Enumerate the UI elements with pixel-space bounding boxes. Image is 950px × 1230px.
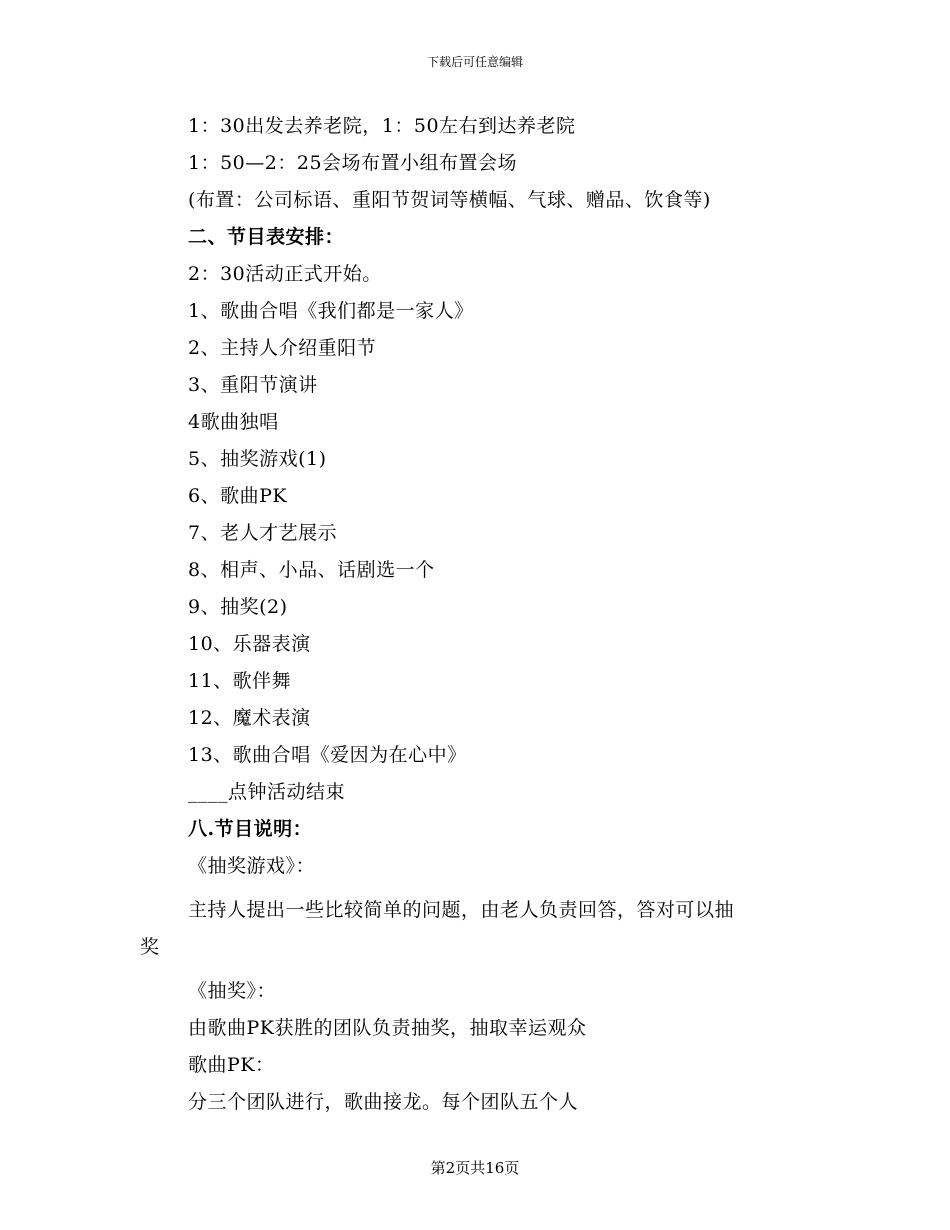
page-header: 下载后可任意编辑 xyxy=(426,55,523,69)
program-item: 9、抽奖(2) xyxy=(188,596,288,618)
page-footer: 第2页共16页 xyxy=(430,1159,520,1177)
subsection-title: 歌曲PK： xyxy=(188,1054,275,1076)
section-heading: 八.节目说明： xyxy=(188,818,313,840)
program-item: 12、魔术表演 xyxy=(188,707,311,729)
paragraph-line: 奖 xyxy=(140,936,160,958)
subsection-title: 《抽奖游戏》： xyxy=(188,855,316,877)
subsection-title: 《抽奖》： xyxy=(188,980,277,1002)
program-item: 13、歌曲合唱《爱因为在心中》 xyxy=(188,744,467,766)
program-item: 5、抽奖游戏(1) xyxy=(188,448,327,470)
section-heading: 二、节目表安排： xyxy=(188,226,345,248)
program-item: 1、歌曲合唱《我们都是一家人》 xyxy=(188,300,474,322)
paragraph-line: 由歌曲PK获胜的团队负责抽奖，抽取幸运观众 xyxy=(188,1017,587,1039)
program-item: 7、老人才艺展示 xyxy=(188,522,338,544)
program-item: 2、主持人介绍重阳节 xyxy=(188,337,377,359)
program-item: 3、重阳节演讲 xyxy=(188,374,318,396)
document-body xyxy=(0,108,950,1121)
schedule-note: (布置：公司标语、重阳节贺词等横幅、气球、赠品、饮食等) xyxy=(188,189,711,211)
schedule-line: 1：30出发去养老院，1：50左右到达养老院 xyxy=(188,115,576,137)
schedule-line: 1：50—2：25会场布置小组布置会场 xyxy=(188,152,518,174)
paragraph-line: 分三个团队进行，歌曲接龙。每个团队五个人 xyxy=(188,1091,579,1113)
program-item: 8、相声、小品、话剧选一个 xyxy=(188,559,435,581)
paragraph-line: 主持人提出一些比较简单的问题，由老人负责回答，答对可以抽 xyxy=(188,899,735,921)
program-item: 10、乐器表演 xyxy=(188,633,311,655)
program-item: 6、歌曲PK xyxy=(188,485,288,507)
program-item: 4歌曲独唱 xyxy=(188,411,279,433)
schedule-line: ____点钟活动结束 xyxy=(188,781,346,803)
program-item: 11、歌伴舞 xyxy=(188,670,292,692)
schedule-line: 2：30活动正式开始。 xyxy=(188,263,382,285)
